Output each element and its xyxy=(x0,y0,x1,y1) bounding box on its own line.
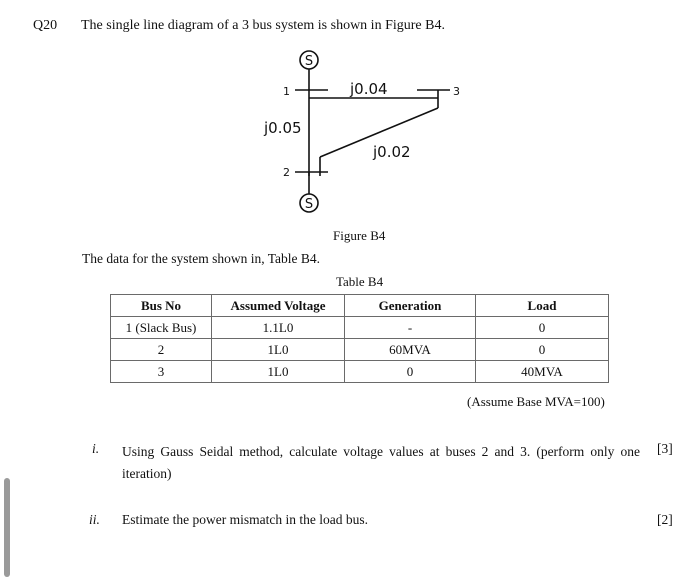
cell-generation: - xyxy=(345,317,476,339)
cell-generation: 0 xyxy=(345,361,476,383)
line-1-3-impedance: j0.04 xyxy=(350,80,388,98)
part-2-numeral: ii. xyxy=(89,512,100,527)
single-line-diagram xyxy=(250,48,470,223)
generator-1-symbol: S xyxy=(304,54,314,69)
line-2-3-impedance: j0.02 xyxy=(373,143,411,161)
bus-data-table xyxy=(110,294,609,383)
generator-2-symbol: S xyxy=(304,197,314,212)
cell-bus-no: 2 xyxy=(111,339,212,361)
table-caption: Table B4 xyxy=(336,274,384,289)
line-1-2-impedance: j0.05 xyxy=(264,119,302,137)
cell-generation: 60MVA xyxy=(345,339,476,361)
header-load: Load xyxy=(476,295,609,317)
cell-voltage: 1L0 xyxy=(212,361,345,383)
cell-load: 0 xyxy=(476,339,609,361)
cell-load: 40MVA xyxy=(476,361,609,383)
part-2-text: Estimate the power mismatch in the load bus. xyxy=(122,512,368,527)
part-1-marks: [3] xyxy=(657,441,673,456)
part-1-numeral: i. xyxy=(92,441,100,456)
cell-bus-no: 1 (Slack Bus) xyxy=(111,317,212,339)
question-number: Q20 xyxy=(33,18,58,33)
table-row xyxy=(111,339,609,361)
scrollbar[interactable] xyxy=(4,478,10,577)
cell-voltage: 1.1L0 xyxy=(212,317,345,339)
generator-1-icon xyxy=(300,51,318,69)
header-generation: Generation xyxy=(345,295,476,317)
bus-2-label: 2 xyxy=(283,166,290,179)
header-bus-no: Bus No xyxy=(111,295,212,317)
cell-load: 0 xyxy=(476,317,609,339)
base-mva-note: (Assume Base MVA=100) xyxy=(467,394,605,409)
generator-2-icon xyxy=(300,194,318,212)
table-row xyxy=(111,361,609,383)
part-2-marks: [2] xyxy=(657,512,673,527)
bus-3-label: 3 xyxy=(453,85,460,98)
part-1-text: Using Gauss Seidal method, calculate voltage values at buses 2 and 3. (perform only one iteration) xyxy=(122,444,640,481)
cell-bus-no: 3 xyxy=(111,361,212,383)
table-row xyxy=(111,317,609,339)
bus-1-label: 1 xyxy=(283,85,290,98)
table-header-row xyxy=(111,295,609,317)
question-text: The single line diagram of a 3 bus system is shown in Figure B4. xyxy=(81,18,445,33)
figure-caption: Figure B4 xyxy=(333,228,386,243)
data-intro: The data for the system shown in, Table B4. xyxy=(82,251,321,266)
header-assumed-voltage: Assumed Voltage xyxy=(212,295,345,317)
cell-voltage: 1L0 xyxy=(212,339,345,361)
